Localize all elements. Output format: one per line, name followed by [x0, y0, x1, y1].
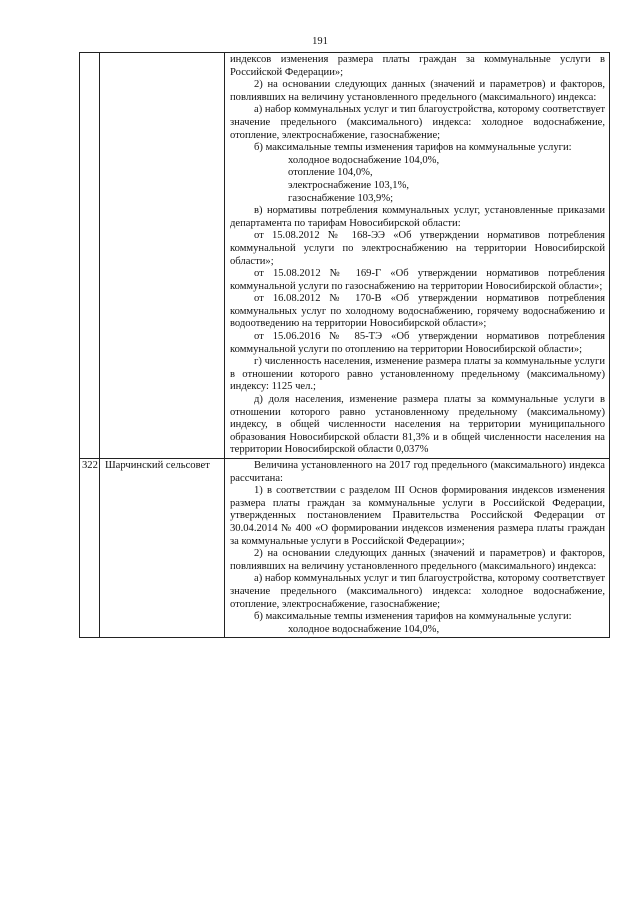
description-paragraph: электроснабжение 103,1%,: [288, 179, 410, 191]
description-paragraph: от 15.06.2016 № 85-ТЭ «Об утверждении нормативов потребления коммунальной услуги по отоплению на территории Новосибирской области»;: [230, 331, 605, 355]
municipality-name-cell: Шарчинский сельсовет: [100, 459, 225, 638]
row-number-cell: [80, 53, 100, 459]
description-paragraph: б) максимальные темпы изменения тарифов на коммунальные услуги:: [254, 142, 572, 154]
index-description-cell: [225, 53, 610, 459]
page-number: 191: [312, 36, 328, 47]
description-paragraph: индексов изменения размера платы граждан за коммунальные услуги в Российской Федерации»;: [230, 54, 605, 78]
description-paragraph: а) набор коммунальных услуг и тип благоустройства, которому соответствует значение предельного (максимального) индекса: холодное водоснабжение, отопление, электроснабжение, газоснабжение;: [230, 573, 605, 610]
description-paragraph: Величина установленного на 2017 год предельного (максимального) индекса рассчитана:: [230, 460, 605, 484]
description-paragraph: газоснабжение 103,9%;: [288, 192, 394, 204]
description-paragraph: отопление 104,0%,: [288, 167, 373, 179]
description-paragraph: от 16.08.2012 № 170-В «Об утверждении нормативов потребления коммунальных услуг по холодному водоснабжению, горячему водоснабжению и водоотведению на территории Новосибирской области»;: [230, 293, 605, 330]
description-paragraph: 2) на основании следующих данных (значений и параметров) и факторов, повлиявших на величину установленного предельного (максимального) индекса:: [230, 548, 605, 572]
description-paragraph: холодное водоснабжение 104,0%,: [288, 154, 440, 166]
row-number-cell: 322: [80, 459, 100, 638]
index-description-cell: [225, 459, 610, 638]
table-row: [80, 53, 610, 459]
municipality-name-cell: [100, 53, 225, 459]
description-paragraph: г) численность населения, изменение размера платы за коммунальные услуги в отношении которого равно установленному предельному (максимальному) индексу: 1125 чел.;: [230, 356, 605, 393]
description-paragraph: 1) в соответствии с разделом III Основ формирования индексов изменения размера платы граждан за коммунальные услуги в Российской Федерации, утвержденных постановлением Правительства Российской Федерации от 30.04.2014 № 400 «О формировании индексов изменения размера платы граждан за коммунальные услуги в Российской Федерации»;: [230, 485, 605, 547]
description-paragraph: б) максимальные темпы изменения тарифов на коммунальные услуги:: [254, 611, 572, 623]
description-paragraph: от 15.08.2012 № 169-Г «Об утверждении нормативов потребления коммунальной услуги по газоснабжению на территории Новосибирской области»;: [230, 268, 605, 292]
table-row: [80, 459, 610, 638]
description-paragraph: в) нормативы потребления коммунальных услуг, установленные приказами департамента по тарифам Новосибирской области:: [230, 205, 605, 229]
tariff-index-table: [79, 52, 610, 638]
description-paragraph: а) набор коммунальных услуг и тип благоустройства, которому соответствует значение предельного (максимального) индекса: холодное водоснабжение, отопление, электроснабжение, газоснабжение;: [230, 104, 605, 141]
description-paragraph: холодное водоснабжение 104,0%,: [288, 623, 440, 635]
description-paragraph: от 15.08.2012 № 168-ЭЭ «Об утверждении нормативов потребления коммунальной услуги по электроснабжению на территории Новосибирской области»;: [230, 230, 605, 267]
description-paragraph: д) доля населения, изменение размера платы за коммунальные услуги в отношении которого равно установленному предельному (максимальному) индексу, в общей численности населения на территории муниципального образования Новосибирской области 81,3% и в общей численности населения на территории Новосибирской области 0,037%: [230, 394, 605, 456]
description-paragraph: 2) на основании следующих данных (значений и параметров) и факторов, повлиявших на величину установленного предельного (максимального) индекса:: [230, 79, 605, 103]
